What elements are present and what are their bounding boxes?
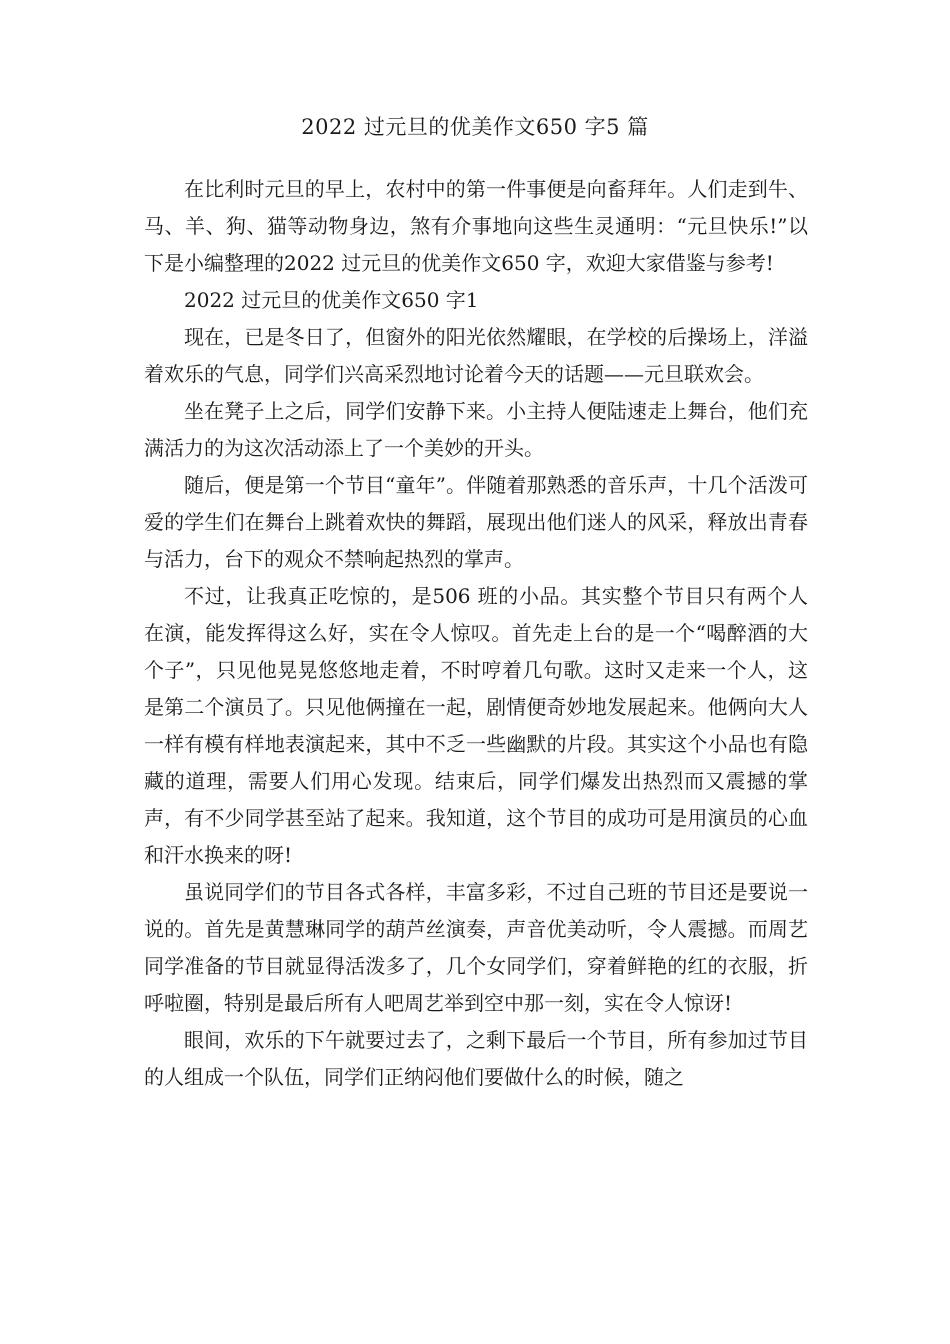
paragraph: 现在，已是冬日了，但窗外的阳光依然耀眼，在学校的后操场上，洋溢着欢乐的气息，同学们兴高采烈地讨论着今天的话题——元旦联欢会。 (144, 325, 808, 386)
section-heading: 2022 过元旦的优美作文650 字1 (184, 288, 479, 312)
paragraph: 眼间，欢乐的下午就要过去了，之剩下最后一个节目，所有参加过节目的人组成一个队伍，同学们正纳闷他们要做什么的时候，随之 (144, 1028, 808, 1089)
paragraph: 不过，让我真正吃惊的，是506 班的小品。其实整个节目只有两个人在演，能发挥得这么好，实在令人惊叹。首先走上台的是一个“喝醉酒的大个子”，只见他晃晃悠悠地走着，不时哼着几句歌。这时又走来一个人，这是第二个演员了。只见他俩撞在一起，剧情便奇妙地发展起来。他俩向大人一样有模有样地表演起来，其中不乏一些幽默的片段。其实这个小品也有隐藏的道理，需要人们用心发现。结束后，同学们爆发出热烈而又震撼的掌声，有不少同学甚至站了起来。我知道，这个节目的成功可是用演员的心血和汗水换来的呀! (144, 584, 808, 867)
paragraph: 坐在凳子上之后，同学们安静下来。小主持人便陆速走上舞台，他们充满活力的为这次活动添上了一个美妙的开头。 (144, 399, 808, 460)
paragraph-intro: 在比利时元旦的早上，农村中的第一件事便是向畜拜年。人们走到牛、马、羊、狗、猫等动物身边，煞有介事地向这些生灵通明：“元旦快乐!”以下是小编整理的2022 过元旦的优美作文650 字，欢迎大家借鉴与参考! (144, 177, 808, 275)
document-title: 2022 过元旦的优美作文650 字5 篇 (301, 115, 649, 139)
paragraph: 随后，便是第一个节目“童年”。伴随着那熟悉的音乐声，十几个活泼可爱的学生们在舞台上跳着欢快的舞蹈，展现出他们迷人的风采，释放出青春与活力，台下的观众不禁响起热烈的掌声。 (144, 473, 808, 571)
document-body (144, 171, 808, 1096)
paragraph: 虽说同学们的节目各式各样，丰富多彩，不过自己班的节目还是要说一说的。首先是黄慧琳同学的葫芦丝演奏，声音优美动听，令人震撼。而周艺同学准备的节目就显得活泼多了，几个女同学们，穿着鲜艳的红的衣服，折呼啦圈，特别是最后所有人吧周艺举到空中那一刻，实在令人惊讶! (144, 880, 808, 1015)
